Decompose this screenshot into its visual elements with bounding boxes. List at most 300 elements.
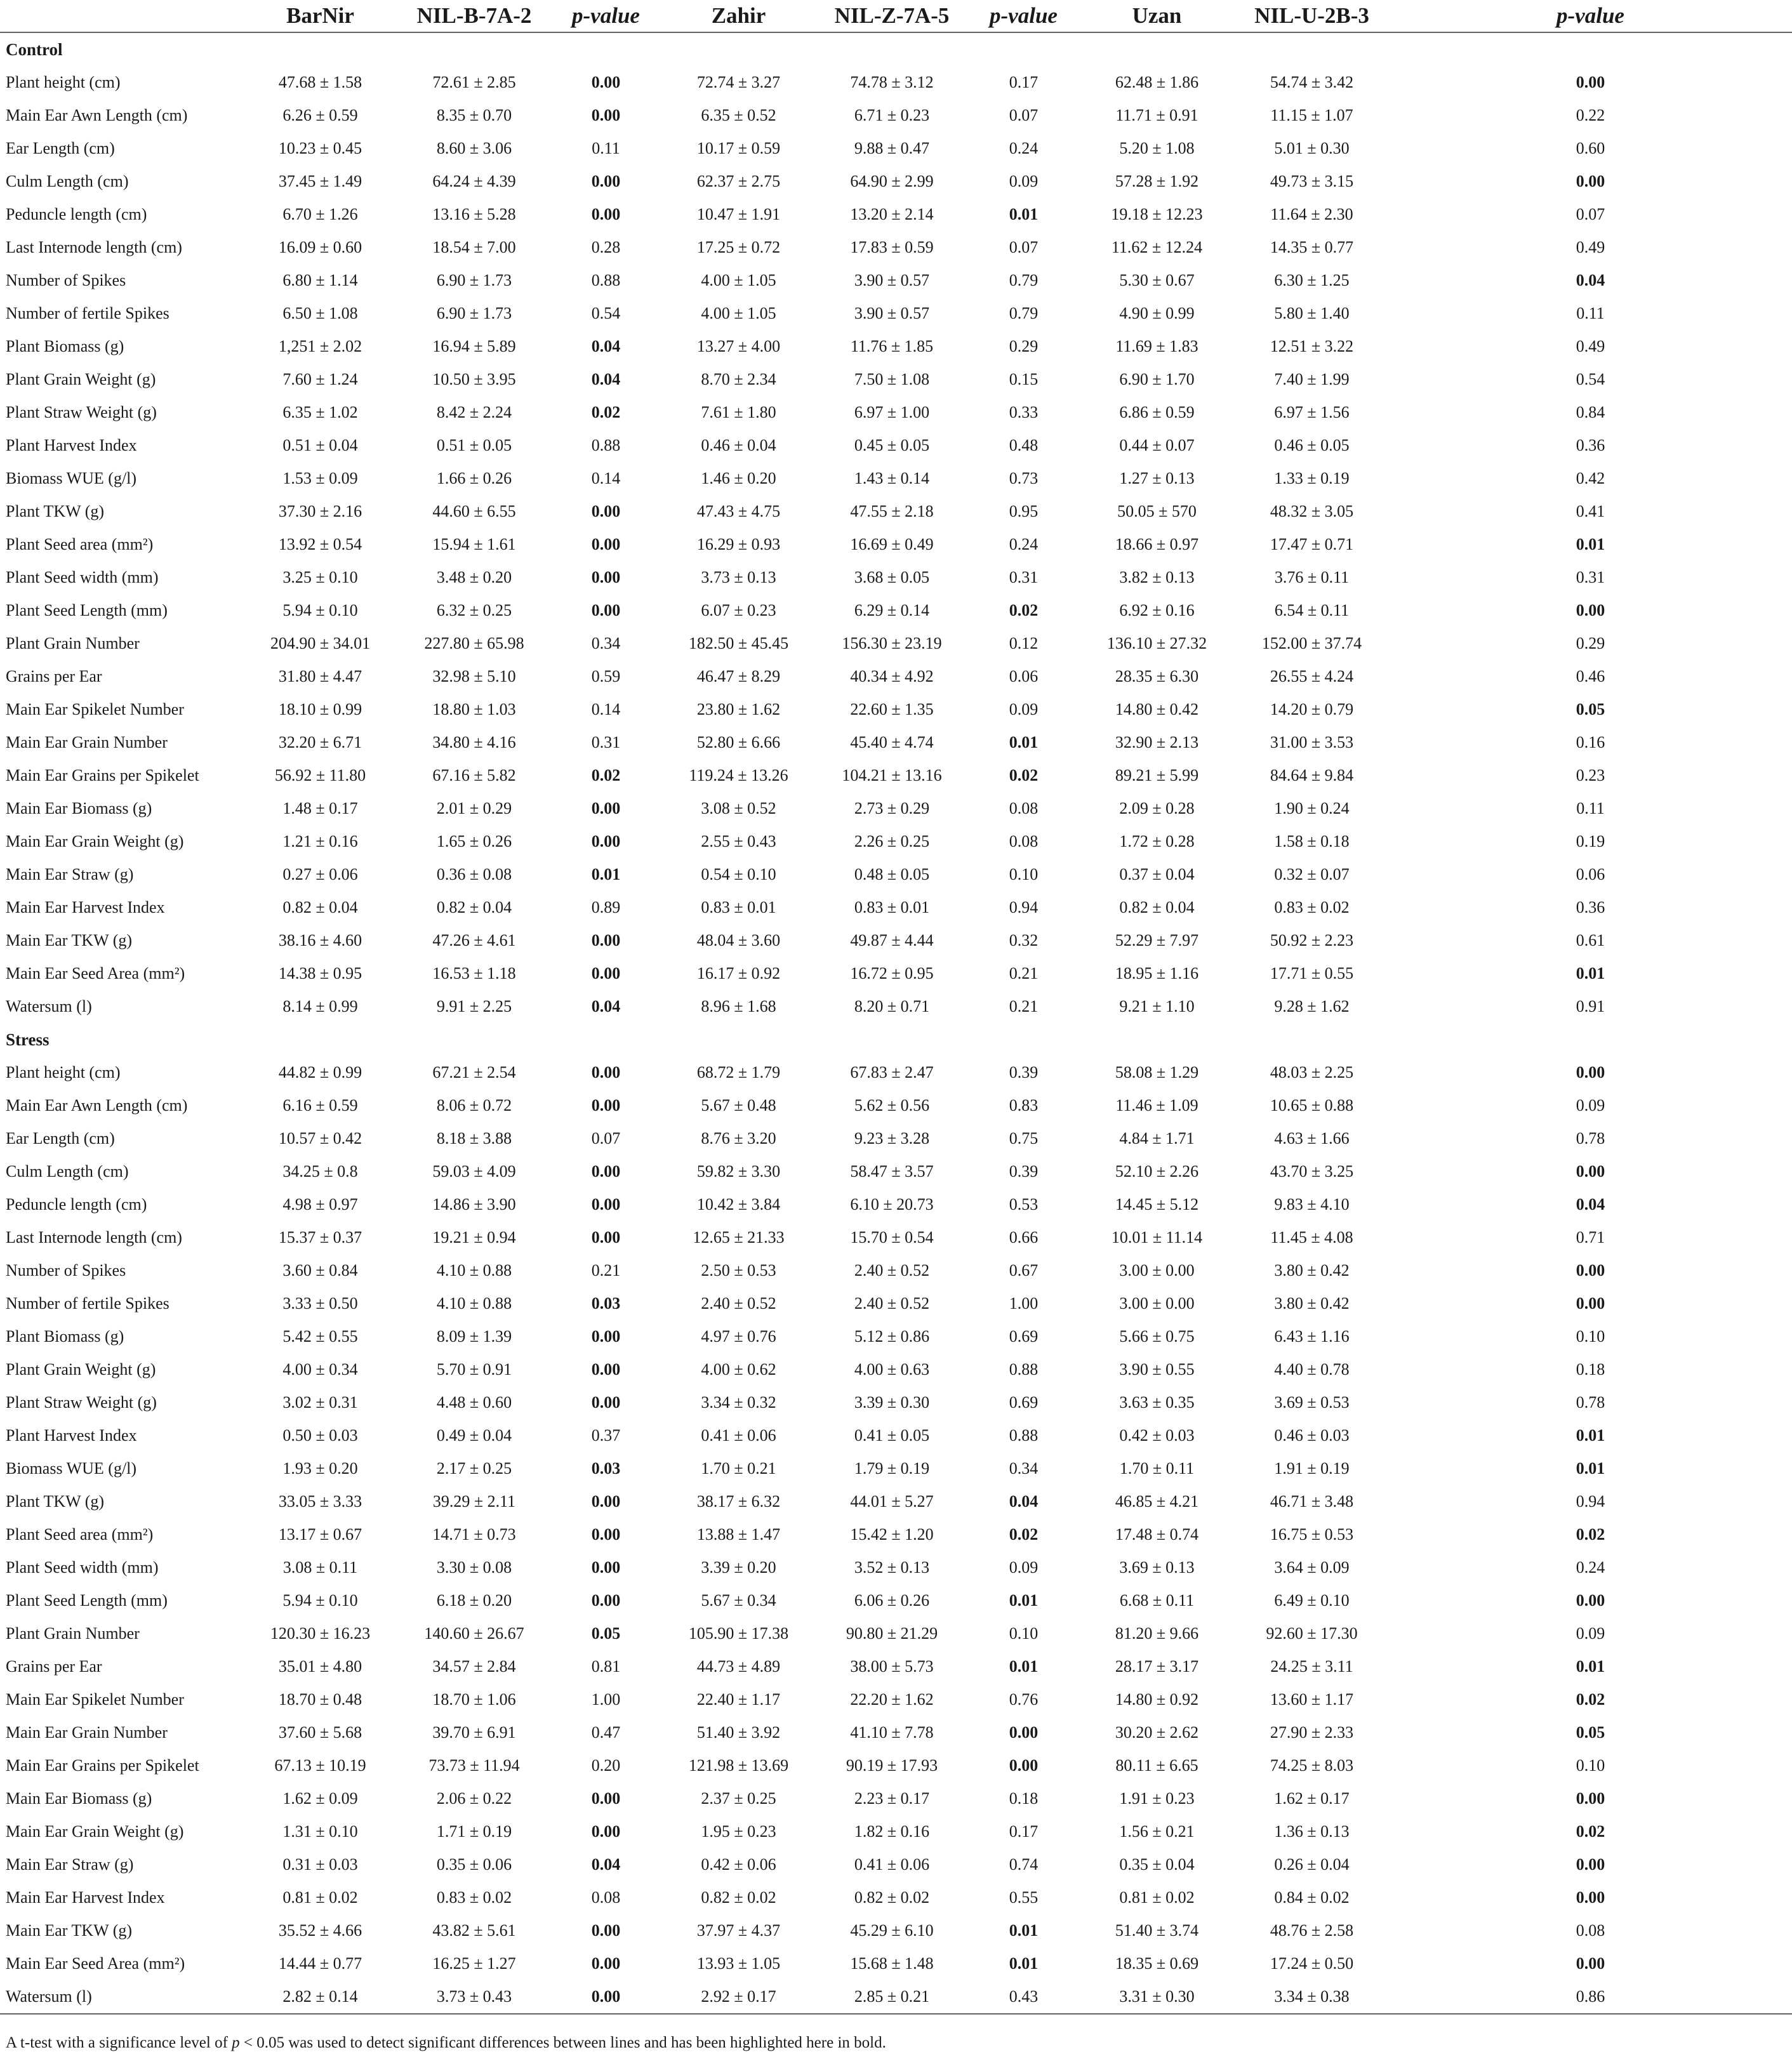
cell-zahir: 182.50 ± 45.45 bbox=[688, 634, 789, 652]
cell-nil-b-7a-2: 3.30 ± 0.08 bbox=[436, 1558, 512, 1577]
cell-barnir: 6.26 ± 0.59 bbox=[282, 106, 358, 124]
cell-barnir: 37.30 ± 2.16 bbox=[278, 502, 362, 520]
cell-p-value-z: 0.02 bbox=[1009, 766, 1039, 784]
cell-p-value-u: 0.29 bbox=[1576, 634, 1605, 652]
cell-p-value-b: 0.02 bbox=[591, 403, 621, 421]
trait-label: Plant Harvest Index bbox=[6, 1426, 137, 1445]
cell-p-value-u: 0.06 bbox=[1576, 865, 1605, 883]
cell-nil-b-7a-2: 47.26 ± 4.61 bbox=[432, 931, 516, 949]
cell-nil-b-7a-2: 64.24 ± 4.39 bbox=[432, 172, 516, 190]
cell-nil-z-7a-5: 2.26 ± 0.25 bbox=[854, 832, 930, 850]
table-row bbox=[0, 726, 1792, 759]
cell-p-value-u: 0.00 bbox=[1576, 601, 1605, 619]
cell-uzan: 0.42 ± 0.03 bbox=[1119, 1426, 1195, 1445]
cell-barnir: 5.94 ± 0.10 bbox=[282, 601, 358, 619]
cell-p-value-u: 0.49 bbox=[1576, 238, 1605, 256]
cell-p-value-u: 0.10 bbox=[1576, 1327, 1605, 1346]
cell-p-value-z: 0.79 bbox=[1009, 271, 1039, 289]
cell-uzan: 6.92 ± 0.16 bbox=[1119, 601, 1195, 619]
cell-nil-z-7a-5: 8.20 ± 0.71 bbox=[854, 997, 930, 1015]
cell-p-value-b: 0.00 bbox=[550, 1980, 661, 2014]
cell-nil-b-7a-2: 43.82 ± 5.61 bbox=[432, 1921, 516, 1940]
cell-zahir: 4.97 ± 0.76 bbox=[701, 1327, 776, 1346]
cell-nil-b-7a-2: 6.18 ± 0.20 bbox=[436, 1591, 512, 1610]
cell-p-value-b: 0.88 bbox=[591, 271, 621, 289]
table-row bbox=[0, 363, 1792, 396]
cell-zahir: 2.50 ± 0.53 bbox=[701, 1261, 776, 1280]
cell-p-value-z: 0.88 bbox=[1009, 1360, 1039, 1379]
cell-nil-b-7a-2: 32.98 ± 5.10 bbox=[432, 667, 516, 685]
cell-barnir: 56.92 ± 11.80 bbox=[274, 766, 366, 784]
cell-nil-b-7a-2: 3.73 ± 0.43 bbox=[398, 1980, 550, 2014]
cell-p-value-z: 0.21 bbox=[1009, 964, 1039, 982]
cell-uzan: 50.05 ± 570 bbox=[1117, 502, 1197, 520]
cell-nil-u-2b-3: 7.40 ± 1.99 bbox=[1274, 370, 1350, 388]
cell-uzan: 57.28 ± 1.92 bbox=[1115, 172, 1199, 190]
cell-nil-b-7a-2: 2.17 ± 0.25 bbox=[436, 1459, 512, 1478]
cell-nil-z-7a-5: 2.85 ± 0.21 bbox=[816, 1980, 968, 2014]
table-row bbox=[0, 693, 1792, 726]
trait-label: Plant Grain Number bbox=[6, 1624, 140, 1643]
cell-nil-z-7a-5: 44.01 ± 5.27 bbox=[850, 1492, 934, 1511]
cell-nil-b-7a-2: 4.10 ± 0.88 bbox=[436, 1261, 512, 1280]
cell-zahir: 0.41 ± 0.06 bbox=[701, 1426, 776, 1445]
header-zahir: Zahir bbox=[661, 0, 816, 32]
table-row bbox=[0, 1815, 1792, 1848]
trait-label: Biomass WUE (g/l) bbox=[6, 1459, 137, 1478]
trait-label: Culm Length (cm) bbox=[6, 172, 129, 190]
cell-p-value-z: 0.09 bbox=[1009, 700, 1039, 718]
cell-barnir: 4.00 ± 0.34 bbox=[282, 1360, 358, 1379]
cell-nil-u-2b-3: 3.64 ± 0.09 bbox=[1274, 1558, 1350, 1577]
cell-uzan: 30.20 ± 2.62 bbox=[1115, 1723, 1199, 1742]
cell-uzan: 32.90 ± 2.13 bbox=[1115, 733, 1199, 751]
cell-p-value-b: 1.00 bbox=[591, 1690, 621, 1709]
cell-barnir: 3.60 ± 0.84 bbox=[282, 1261, 358, 1280]
cell-barnir: 14.38 ± 0.95 bbox=[278, 964, 362, 982]
cell-nil-z-7a-5: 3.52 ± 0.13 bbox=[854, 1558, 930, 1577]
cell-p-value-u: 0.91 bbox=[1576, 997, 1605, 1015]
cell-nil-u-2b-3: 74.25 ± 8.03 bbox=[1270, 1756, 1354, 1775]
cell-p-value-u: 0.16 bbox=[1576, 733, 1605, 751]
cell-zahir: 5.67 ± 0.48 bbox=[701, 1096, 776, 1115]
section-title: Control bbox=[6, 39, 63, 59]
trait-label: Last Internode length (cm) bbox=[6, 238, 182, 256]
cell-p-value-u: 0.94 bbox=[1576, 1492, 1605, 1511]
cell-nil-z-7a-5: 6.06 ± 0.26 bbox=[854, 1591, 930, 1610]
cell-p-value-b: 0.21 bbox=[591, 1261, 621, 1280]
cell-uzan: 4.84 ± 1.71 bbox=[1119, 1129, 1195, 1148]
cell-p-value-z: 0.29 bbox=[1009, 337, 1039, 355]
cell-nil-z-7a-5: 6.97 ± 1.00 bbox=[854, 403, 930, 421]
cell-nil-u-2b-3: 4.40 ± 0.78 bbox=[1274, 1360, 1350, 1379]
cell-uzan: 3.31 ± 0.30 bbox=[1079, 1980, 1235, 2014]
cell-p-value-z: 0.33 bbox=[1009, 403, 1039, 421]
trait-label: Main Ear Grains per Spikelet bbox=[6, 1756, 199, 1775]
cell-nil-u-2b-3: 0.46 ± 0.03 bbox=[1274, 1426, 1350, 1445]
cell-nil-u-2b-3: 5.80 ± 1.40 bbox=[1274, 304, 1350, 322]
trait-label: Culm Length (cm) bbox=[6, 1162, 129, 1181]
trait-label: Plant Seed Length (mm) bbox=[6, 601, 168, 619]
cell-barnir: 16.09 ± 0.60 bbox=[278, 238, 362, 256]
cell-nil-z-7a-5: 6.71 ± 0.23 bbox=[854, 106, 930, 124]
cell-zahir: 0.46 ± 0.04 bbox=[701, 436, 776, 454]
table-row bbox=[0, 528, 1792, 561]
cell-nil-u-2b-3: 9.83 ± 4.10 bbox=[1274, 1195, 1350, 1214]
cell-zahir: 38.17 ± 6.32 bbox=[696, 1492, 781, 1511]
cell-barnir: 3.02 ± 0.31 bbox=[282, 1393, 358, 1412]
cell-p-value-z: 0.10 bbox=[1009, 865, 1039, 883]
trait-label: Main Ear Spikelet Number bbox=[6, 1690, 184, 1709]
cell-p-value-u: 0.05 bbox=[1576, 1723, 1605, 1742]
footnote-post: < 0.05 was used to detect significant differences between lines and has been highlighted here in bold. bbox=[239, 2034, 886, 2051]
cell-uzan: 3.69 ± 0.13 bbox=[1119, 1558, 1195, 1577]
cell-p-value-u: 0.42 bbox=[1576, 469, 1605, 487]
cell-zahir: 48.04 ± 3.60 bbox=[696, 931, 781, 949]
cell-p-value-z: 0.09 bbox=[1009, 1558, 1039, 1577]
cell-nil-b-7a-2: 0.35 ± 0.06 bbox=[436, 1855, 512, 1874]
cell-nil-z-7a-5: 2.40 ± 0.52 bbox=[854, 1294, 930, 1313]
cell-nil-u-2b-3: 49.73 ± 3.15 bbox=[1270, 172, 1354, 190]
cell-p-value-b: 0.00 bbox=[591, 1492, 621, 1511]
trait-label: Main Ear Straw (g) bbox=[6, 865, 134, 883]
cell-nil-b-7a-2: 39.70 ± 6.91 bbox=[432, 1723, 516, 1742]
header-trait bbox=[0, 0, 242, 32]
cell-uzan: 6.90 ± 1.70 bbox=[1119, 370, 1195, 388]
cell-zahir: 47.43 ± 4.75 bbox=[696, 502, 781, 520]
trait-label: Number of fertile Spikes bbox=[6, 1294, 169, 1313]
cell-nil-z-7a-5: 15.42 ± 1.20 bbox=[850, 1525, 934, 1544]
cell-p-value-b: 0.00 bbox=[591, 1525, 621, 1544]
header-nil-u-2b-3: NIL-U-2B-3 bbox=[1235, 0, 1389, 32]
cell-nil-z-7a-5: 11.76 ± 1.85 bbox=[850, 337, 934, 355]
cell-nil-z-7a-5: 156.30 ± 23.19 bbox=[842, 634, 942, 652]
cell-p-value-b: 0.54 bbox=[591, 304, 621, 322]
table-row bbox=[0, 231, 1792, 264]
cell-nil-u-2b-3: 43.70 ± 3.25 bbox=[1270, 1162, 1354, 1181]
trait-label: Peduncle length (cm) bbox=[6, 205, 147, 223]
cell-zahir: 46.47 ± 8.29 bbox=[696, 667, 781, 685]
cell-nil-b-7a-2: 4.10 ± 0.88 bbox=[436, 1294, 512, 1313]
header-p-value-u: p-value bbox=[1389, 0, 1792, 32]
cell-p-value-b: 0.00 bbox=[591, 1327, 621, 1346]
cell-nil-b-7a-2: 0.82 ± 0.04 bbox=[436, 898, 512, 916]
cell-uzan: 52.29 ± 7.97 bbox=[1115, 931, 1199, 949]
cell-nil-u-2b-3: 4.63 ± 1.66 bbox=[1274, 1129, 1350, 1148]
cell-nil-u-2b-3: 6.54 ± 0.11 bbox=[1274, 601, 1350, 619]
cell-uzan: 5.20 ± 1.08 bbox=[1119, 139, 1195, 157]
header-barnir: BarNir bbox=[242, 0, 398, 32]
cell-nil-z-7a-5: 7.50 ± 1.08 bbox=[854, 370, 930, 388]
cell-p-value-b: 0.00 bbox=[591, 1162, 621, 1181]
cell-nil-z-7a-5: 90.80 ± 21.29 bbox=[846, 1624, 938, 1643]
trait-label: Plant Biomass (g) bbox=[6, 1327, 124, 1346]
cell-p-value-b: 0.11 bbox=[592, 139, 620, 157]
cell-p-value-z: 0.09 bbox=[1009, 172, 1039, 190]
trait-label: Main Ear TKW (g) bbox=[6, 931, 133, 949]
cell-uzan: 14.80 ± 0.92 bbox=[1115, 1690, 1199, 1709]
cell-barnir: 44.82 ± 0.99 bbox=[278, 1063, 362, 1082]
header-nil-b-7a-2: NIL-B-7A-2 bbox=[398, 0, 550, 32]
cell-uzan: 5.66 ± 0.75 bbox=[1119, 1327, 1195, 1346]
table-row bbox=[0, 462, 1792, 495]
cell-nil-u-2b-3: 3.76 ± 0.11 bbox=[1274, 568, 1350, 586]
table-row bbox=[0, 198, 1792, 231]
table-row bbox=[0, 1056, 1792, 1089]
cell-zahir: 7.61 ± 1.80 bbox=[701, 403, 776, 421]
cell-nil-b-7a-2: 18.54 ± 7.00 bbox=[432, 238, 516, 256]
cell-uzan: 19.18 ± 12.23 bbox=[1111, 205, 1203, 223]
cell-nil-u-2b-3: 1.91 ± 0.19 bbox=[1274, 1459, 1350, 1478]
trait-label: Last Internode length (cm) bbox=[6, 1228, 182, 1247]
cell-p-value-z: 0.32 bbox=[1009, 931, 1039, 949]
cell-p-value-z: 0.15 bbox=[1009, 370, 1039, 388]
cell-nil-b-7a-2: 1.65 ± 0.26 bbox=[436, 832, 512, 850]
trait-label: Main Ear Grain Weight (g) bbox=[6, 1822, 184, 1841]
cell-barnir: 0.31 ± 0.03 bbox=[282, 1855, 358, 1874]
cell-p-value-z: 0.73 bbox=[1009, 469, 1039, 487]
cell-barnir: 14.44 ± 0.77 bbox=[278, 1954, 362, 1973]
cell-zahir: 59.82 ± 3.30 bbox=[696, 1162, 781, 1181]
table-row bbox=[0, 1122, 1792, 1155]
cell-p-value-z: 0.21 bbox=[1009, 997, 1039, 1015]
cell-zahir: 6.35 ± 0.52 bbox=[701, 106, 776, 124]
cell-p-value-z: 0.04 bbox=[1009, 1492, 1039, 1511]
cell-p-value-b: 0.37 bbox=[591, 1426, 621, 1445]
trait-label: Main Ear Harvest Index bbox=[6, 898, 165, 916]
cell-p-value-z: 0.01 bbox=[1009, 1591, 1039, 1610]
cell-uzan: 18.66 ± 0.97 bbox=[1115, 535, 1199, 553]
cell-p-value-u: 0.00 bbox=[1576, 1855, 1605, 1874]
cell-p-value-z: 0.48 bbox=[1009, 436, 1039, 454]
table-row bbox=[0, 66, 1792, 99]
cell-p-value-b: 0.00 bbox=[591, 1195, 621, 1214]
cell-nil-z-7a-5: 38.00 ± 5.73 bbox=[850, 1657, 934, 1676]
cell-zahir: 10.17 ± 0.59 bbox=[696, 139, 781, 157]
cell-uzan: 28.17 ± 3.17 bbox=[1115, 1657, 1199, 1676]
cell-barnir: 33.05 ± 3.33 bbox=[278, 1492, 362, 1511]
cell-p-value-u: 0.22 bbox=[1576, 106, 1605, 124]
cell-barnir: 37.60 ± 5.68 bbox=[278, 1723, 362, 1742]
cell-barnir: 6.16 ± 0.59 bbox=[282, 1096, 358, 1115]
footnote-pre: A t-test with a significance level of bbox=[6, 2034, 232, 2051]
table-row bbox=[0, 1617, 1792, 1650]
cell-p-value-b: 0.00 bbox=[591, 799, 621, 817]
cell-nil-b-7a-2: 34.57 ± 2.84 bbox=[432, 1657, 516, 1676]
cell-uzan: 18.35 ± 0.69 bbox=[1115, 1954, 1199, 1973]
cell-uzan: 1.70 ± 0.11 bbox=[1119, 1459, 1195, 1478]
trait-label: Grains per Ear bbox=[6, 1657, 102, 1676]
cell-p-value-b: 0.00 bbox=[591, 1228, 621, 1247]
cell-uzan: 11.62 ± 12.24 bbox=[1111, 238, 1203, 256]
cell-nil-z-7a-5: 3.39 ± 0.30 bbox=[854, 1393, 930, 1412]
cell-p-value-b: 0.04 bbox=[591, 337, 621, 355]
trait-label: Plant TKW (g) bbox=[6, 502, 105, 520]
cell-zahir: 0.83 ± 0.01 bbox=[701, 898, 776, 916]
cell-nil-z-7a-5: 22.20 ± 1.62 bbox=[850, 1690, 934, 1709]
cell-barnir: 37.45 ± 1.49 bbox=[278, 172, 362, 190]
cell-p-value-z: 0.74 bbox=[1009, 1855, 1039, 1874]
cell-p-value-u: 0.00 bbox=[1576, 1261, 1605, 1280]
cell-zahir: 17.25 ± 0.72 bbox=[696, 238, 781, 256]
table-row bbox=[0, 297, 1792, 330]
table-row bbox=[0, 858, 1792, 891]
cell-p-value-b: 0.00 bbox=[591, 931, 621, 949]
cell-p-value-u: 0.86 bbox=[1389, 1980, 1792, 2014]
cell-uzan: 0.82 ± 0.04 bbox=[1119, 898, 1195, 916]
cell-nil-z-7a-5: 47.55 ± 2.18 bbox=[850, 502, 934, 520]
cell-p-value-b: 0.00 bbox=[591, 1393, 621, 1412]
table-row bbox=[0, 165, 1792, 198]
cell-p-value-u: 0.07 bbox=[1576, 205, 1605, 223]
cell-p-value-b: 0.88 bbox=[591, 436, 621, 454]
cell-p-value-z: 0.76 bbox=[1009, 1690, 1039, 1709]
cell-nil-b-7a-2: 6.90 ± 1.73 bbox=[436, 271, 512, 289]
cell-nil-u-2b-3: 26.55 ± 4.24 bbox=[1270, 667, 1354, 685]
cell-barnir: 6.70 ± 1.26 bbox=[282, 205, 358, 223]
cell-p-value-u: 0.36 bbox=[1576, 436, 1605, 454]
cell-p-value-z: 0.24 bbox=[1009, 139, 1039, 157]
trait-label: Plant Seed width (mm) bbox=[6, 1558, 159, 1577]
cell-nil-u-2b-3: 16.75 ± 0.53 bbox=[1270, 1525, 1354, 1544]
cell-barnir: 35.01 ± 4.80 bbox=[278, 1657, 362, 1676]
cell-nil-z-7a-5: 0.48 ± 0.05 bbox=[854, 865, 930, 883]
cell-p-value-b: 0.47 bbox=[591, 1723, 621, 1742]
cell-nil-u-2b-3: 10.65 ± 0.88 bbox=[1270, 1096, 1354, 1115]
cell-nil-b-7a-2: 19.21 ± 0.94 bbox=[432, 1228, 516, 1247]
cell-p-value-z: 0.34 bbox=[1009, 1459, 1039, 1478]
cell-p-value-u: 0.11 bbox=[1576, 799, 1605, 817]
table-row bbox=[0, 1749, 1792, 1782]
cell-zahir: 23.80 ± 1.62 bbox=[696, 700, 781, 718]
cell-barnir: 2.82 ± 0.14 bbox=[242, 1980, 398, 2014]
cell-p-value-b: 0.00 bbox=[591, 106, 621, 124]
cell-barnir: 6.35 ± 1.02 bbox=[282, 403, 358, 421]
cell-zahir: 0.42 ± 0.06 bbox=[701, 1855, 776, 1874]
cell-nil-b-7a-2: 9.91 ± 2.25 bbox=[436, 997, 512, 1015]
cell-nil-b-7a-2: 15.94 ± 1.61 bbox=[432, 535, 516, 553]
table-row bbox=[0, 1782, 1792, 1815]
cell-nil-b-7a-2: 8.18 ± 3.88 bbox=[436, 1129, 512, 1148]
cell-uzan: 3.82 ± 0.13 bbox=[1119, 568, 1195, 586]
cell-barnir: 67.13 ± 10.19 bbox=[274, 1756, 366, 1775]
trait-label: Main Ear Seed Area (mm²) bbox=[6, 1954, 185, 1973]
cell-nil-b-7a-2: 44.60 ± 6.55 bbox=[432, 502, 516, 520]
cell-barnir: 1.62 ± 0.09 bbox=[282, 1789, 358, 1808]
cell-zahir: 72.74 ± 3.27 bbox=[696, 73, 781, 91]
cell-barnir: 13.92 ± 0.54 bbox=[278, 535, 362, 553]
cell-p-value-z: 0.12 bbox=[1009, 634, 1039, 652]
table-row bbox=[0, 1881, 1792, 1914]
cell-p-value-u: 0.00 bbox=[1576, 1954, 1605, 1973]
cell-p-value-b: 0.00 bbox=[591, 502, 621, 520]
cell-p-value-z: 0.02 bbox=[1009, 1525, 1039, 1544]
trait-label: Plant Biomass (g) bbox=[6, 337, 124, 355]
cell-nil-u-2b-3: 50.92 ± 2.23 bbox=[1270, 931, 1354, 949]
cell-p-value-b: 0.05 bbox=[591, 1624, 621, 1643]
trait-label: Biomass WUE (g/l) bbox=[6, 469, 137, 487]
cell-p-value-b: 0.00 bbox=[591, 964, 621, 982]
cell-p-value-z: 0.66 bbox=[1009, 1228, 1039, 1247]
cell-nil-u-2b-3: 48.03 ± 2.25 bbox=[1270, 1063, 1354, 1082]
cell-nil-u-2b-3: 5.01 ± 0.30 bbox=[1274, 139, 1350, 157]
cell-p-value-b: 0.00 bbox=[591, 1096, 621, 1115]
cell-uzan: 28.35 ± 6.30 bbox=[1115, 667, 1199, 685]
cell-nil-b-7a-2: 2.01 ± 0.29 bbox=[436, 799, 512, 817]
cell-p-value-z: 0.10 bbox=[1009, 1624, 1039, 1643]
table-footnote bbox=[6, 2034, 886, 2052]
cell-barnir: 18.10 ± 0.99 bbox=[278, 700, 362, 718]
table-row bbox=[0, 1650, 1792, 1683]
cell-barnir: 34.25 ± 0.8 bbox=[282, 1162, 358, 1181]
cell-zahir: 68.72 ± 1.79 bbox=[696, 1063, 781, 1082]
cell-nil-b-7a-2: 3.48 ± 0.20 bbox=[436, 568, 512, 586]
cell-p-value-z: 0.94 bbox=[1009, 898, 1039, 916]
cell-zahir: 121.98 ± 13.69 bbox=[688, 1756, 789, 1775]
cell-p-value-b: 0.02 bbox=[591, 766, 621, 784]
table-row bbox=[0, 1287, 1792, 1320]
cell-nil-z-7a-5: 45.40 ± 4.74 bbox=[850, 733, 934, 751]
table-row bbox=[0, 1254, 1792, 1287]
cell-nil-u-2b-3: 48.32 ± 3.05 bbox=[1270, 502, 1354, 520]
trait-label: Ear Length (cm) bbox=[6, 139, 115, 157]
cell-p-value-b: 0.59 bbox=[591, 667, 621, 685]
cell-barnir: 35.52 ± 4.66 bbox=[278, 1921, 362, 1940]
cell-p-value-z: 0.07 bbox=[1009, 238, 1039, 256]
cell-nil-u-2b-3: 0.83 ± 0.02 bbox=[1274, 898, 1350, 916]
trait-label: Plant TKW (g) bbox=[6, 1492, 105, 1511]
cell-zahir: 1.95 ± 0.23 bbox=[701, 1822, 776, 1841]
cell-p-value-z: 0.01 bbox=[1009, 1921, 1039, 1940]
cell-nil-b-7a-2: 4.48 ± 0.60 bbox=[436, 1393, 512, 1412]
cell-nil-b-7a-2: 6.90 ± 1.73 bbox=[436, 304, 512, 322]
cell-nil-z-7a-5: 9.23 ± 3.28 bbox=[854, 1129, 930, 1148]
cell-nil-u-2b-3: 12.51 ± 3.22 bbox=[1270, 337, 1354, 355]
cell-p-value-u: 0.00 bbox=[1576, 1591, 1605, 1610]
cell-nil-z-7a-5: 5.62 ± 0.56 bbox=[854, 1096, 930, 1115]
cell-uzan: 3.00 ± 0.00 bbox=[1119, 1261, 1195, 1280]
cell-p-value-u: 0.54 bbox=[1576, 370, 1605, 388]
cell-p-value-u: 0.01 bbox=[1576, 1426, 1605, 1445]
cell-p-value-u: 0.46 bbox=[1576, 667, 1605, 685]
cell-uzan: 0.35 ± 0.04 bbox=[1119, 1855, 1195, 1874]
cell-zahir: 4.00 ± 1.05 bbox=[701, 304, 776, 322]
cell-nil-b-7a-2: 18.80 ± 1.03 bbox=[432, 700, 516, 718]
cell-nil-z-7a-5: 2.73 ± 0.29 bbox=[854, 799, 930, 817]
trait-label: Peduncle length (cm) bbox=[6, 1195, 147, 1214]
cell-p-value-b: 0.31 bbox=[591, 733, 621, 751]
cell-barnir: 0.51 ± 0.04 bbox=[282, 436, 358, 454]
trait-label: Ear Length (cm) bbox=[6, 1129, 115, 1148]
cell-barnir: 0.81 ± 0.02 bbox=[282, 1888, 358, 1907]
cell-nil-z-7a-5: 16.69 ± 0.49 bbox=[850, 535, 934, 553]
cell-barnir: 6.50 ± 1.08 bbox=[282, 304, 358, 322]
cell-barnir: 5.42 ± 0.55 bbox=[282, 1327, 358, 1346]
cell-nil-z-7a-5: 74.78 ± 3.12 bbox=[850, 73, 934, 91]
cell-p-value-b: 0.03 bbox=[591, 1294, 621, 1313]
cell-p-value-b: 0.00 bbox=[591, 535, 621, 553]
cell-p-value-z: 0.01 bbox=[1009, 1657, 1039, 1676]
cell-p-value-z: 0.07 bbox=[1009, 106, 1039, 124]
cell-p-value-u: 0.61 bbox=[1576, 931, 1605, 949]
cell-p-value-z: 0.39 bbox=[1009, 1162, 1039, 1181]
cell-barnir: 5.94 ± 0.10 bbox=[282, 1591, 358, 1610]
cell-p-value-b: 0.00 bbox=[591, 601, 621, 619]
cell-p-value-u: 0.02 bbox=[1576, 1822, 1605, 1841]
cell-nil-b-7a-2: 8.09 ± 1.39 bbox=[436, 1327, 512, 1346]
cell-nil-z-7a-5: 45.29 ± 6.10 bbox=[850, 1921, 934, 1940]
cell-barnir: 0.50 ± 0.03 bbox=[282, 1426, 358, 1445]
